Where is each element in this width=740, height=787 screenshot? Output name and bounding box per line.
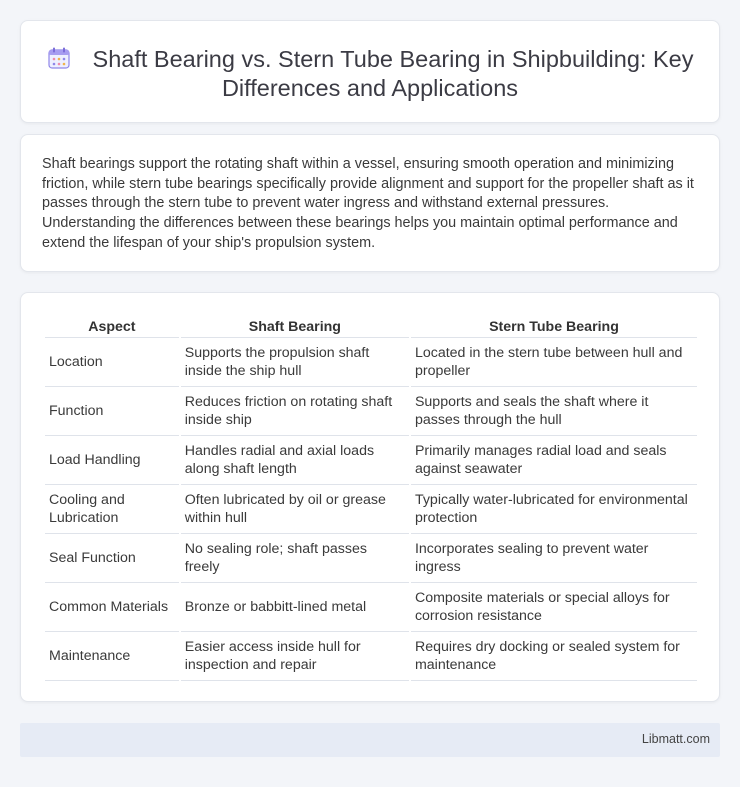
cell-stern-tube-bearing: Composite materials or special alloys for corrosion resistance — [411, 583, 697, 632]
cell-shaft-bearing: No sealing role; shaft passes freely — [181, 534, 409, 583]
cell-aspect: Function — [45, 387, 179, 436]
cell-shaft-bearing: Bronze or babbitt-lined metal — [181, 583, 409, 632]
footer-bar — [20, 723, 720, 757]
calendar-icon — [47, 46, 71, 70]
comparison-table — [43, 317, 699, 681]
table-row — [45, 583, 697, 632]
intro-card — [20, 134, 720, 272]
intro-paragraph: Shaft bearings support the rotating shaft within a vessel, ensuring smooth operation and minimizing friction, while stern tube bearings specifically provide alignment and support for the propeller shaft as it passes through the stern tube to prevent water ingress and withstand external pressures. Understanding the differences between these bearings helps you maintain optimal performance and extend the lifespan of your ship's propulsion system. — [42, 156, 694, 251]
footer-brand-link[interactable]: Libmatt.com — [641, 732, 710, 746]
header-aspect: Aspect — [45, 317, 179, 338]
cell-stern-tube-bearing: Supports and seals the shaft where it passes through the hull — [411, 387, 697, 436]
cell-aspect: Load Handling — [45, 436, 179, 485]
cell-stern-tube-bearing: Incorporates sealing to prevent water ingress — [411, 534, 697, 583]
table-header-row — [45, 317, 697, 338]
table-row — [45, 534, 697, 583]
cell-aspect: Common Materials — [45, 583, 179, 632]
title-card — [20, 20, 720, 123]
table-row — [45, 387, 697, 436]
cell-stern-tube-bearing: Typically water-lubricated for environmental protection — [411, 485, 697, 534]
header-shaft-bearing: Shaft Bearing — [181, 317, 409, 338]
page-title: Shaft Bearing vs. Stern Tube Bearing in Shipbuilding: Key Differences and Applications — [92, 46, 694, 101]
table-row — [45, 632, 697, 681]
cell-shaft-bearing: Handles radial and axial loads along shaft length — [181, 436, 409, 485]
cell-stern-tube-bearing: Requires dry docking or sealed system for maintenance — [411, 632, 697, 681]
table-row — [45, 338, 697, 387]
cell-aspect: Location — [45, 338, 179, 387]
cell-shaft-bearing: Easier access inside hull for inspection and repair — [181, 632, 409, 681]
cell-stern-tube-bearing: Primarily manages radial load and seals against seawater — [411, 436, 697, 485]
header-stern-tube-bearing: Stern Tube Bearing — [411, 317, 697, 338]
table-row — [45, 436, 697, 485]
comparison-card — [20, 292, 720, 702]
table-row — [45, 485, 697, 534]
cell-aspect: Seal Function — [45, 534, 179, 583]
cell-aspect: Maintenance — [45, 632, 179, 681]
cell-shaft-bearing: Reduces friction on rotating shaft inside ship — [181, 387, 409, 436]
page-title-container — [21, 45, 719, 103]
cell-stern-tube-bearing: Located in the stern tube between hull and propeller — [411, 338, 697, 387]
cell-shaft-bearing: Often lubricated by oil or grease within hull — [181, 485, 409, 534]
cell-aspect: Cooling and Lubrication — [45, 485, 179, 534]
cell-shaft-bearing: Supports the propulsion shaft inside the ship hull — [181, 338, 409, 387]
